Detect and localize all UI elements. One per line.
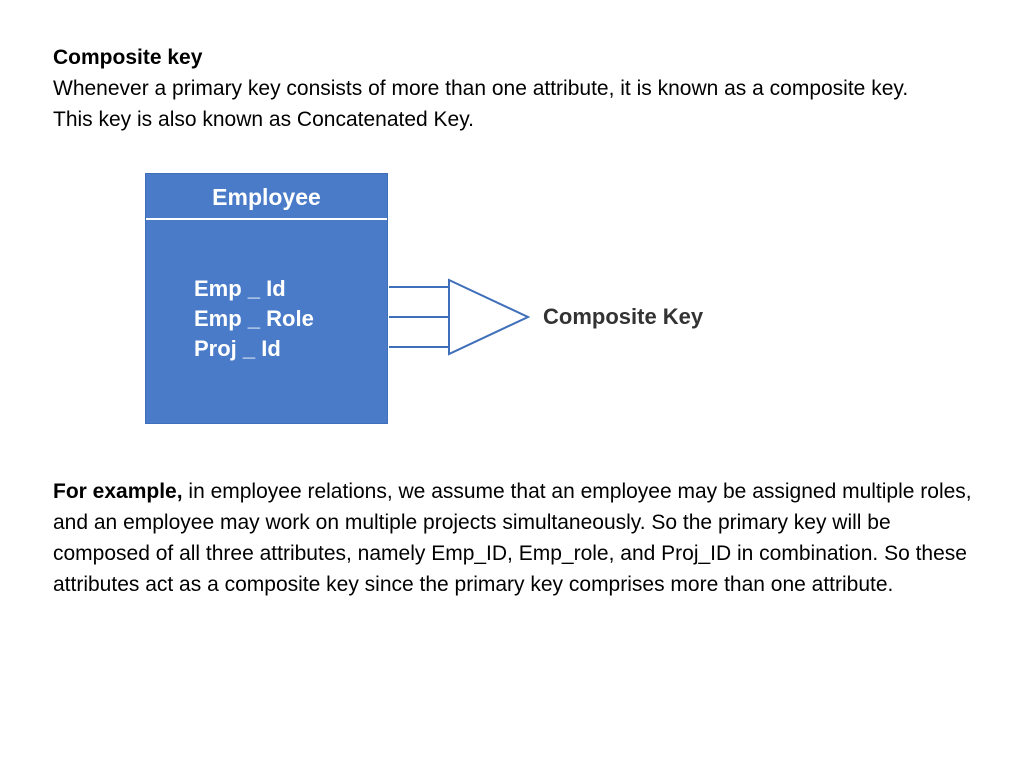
merge-triangle-arrow: [449, 280, 528, 354]
attribute-proj-id: Proj _ Id: [194, 336, 281, 361]
composite-key-label: Composite Key: [543, 304, 704, 329]
example-section: [53, 476, 983, 600]
intro-paragraph: Whenever a primary key consists of more than one attribute, it is known as a composite key. This key is also known as Concatenated Key.: [53, 77, 909, 131]
example-lead: For example,: [53, 480, 183, 503]
section-heading: Composite key: [53, 46, 203, 69]
attribute-emp-id: Emp _ Id: [194, 276, 286, 301]
entity-title: Employee: [146, 174, 387, 220]
example-paragraph: in employee relations, we assume that an employee may be assigned multiple roles, and an employee may work on multiple projects simultaneously. So the primary key will be composed of all three attributes, namely Emp_ID, Emp_role, and Proj_ID in combination. So these attributes act as a composite key since the primary key comprises more than one attribute.: [53, 480, 972, 596]
attribute-emp-role: Emp _ Role: [194, 306, 314, 331]
